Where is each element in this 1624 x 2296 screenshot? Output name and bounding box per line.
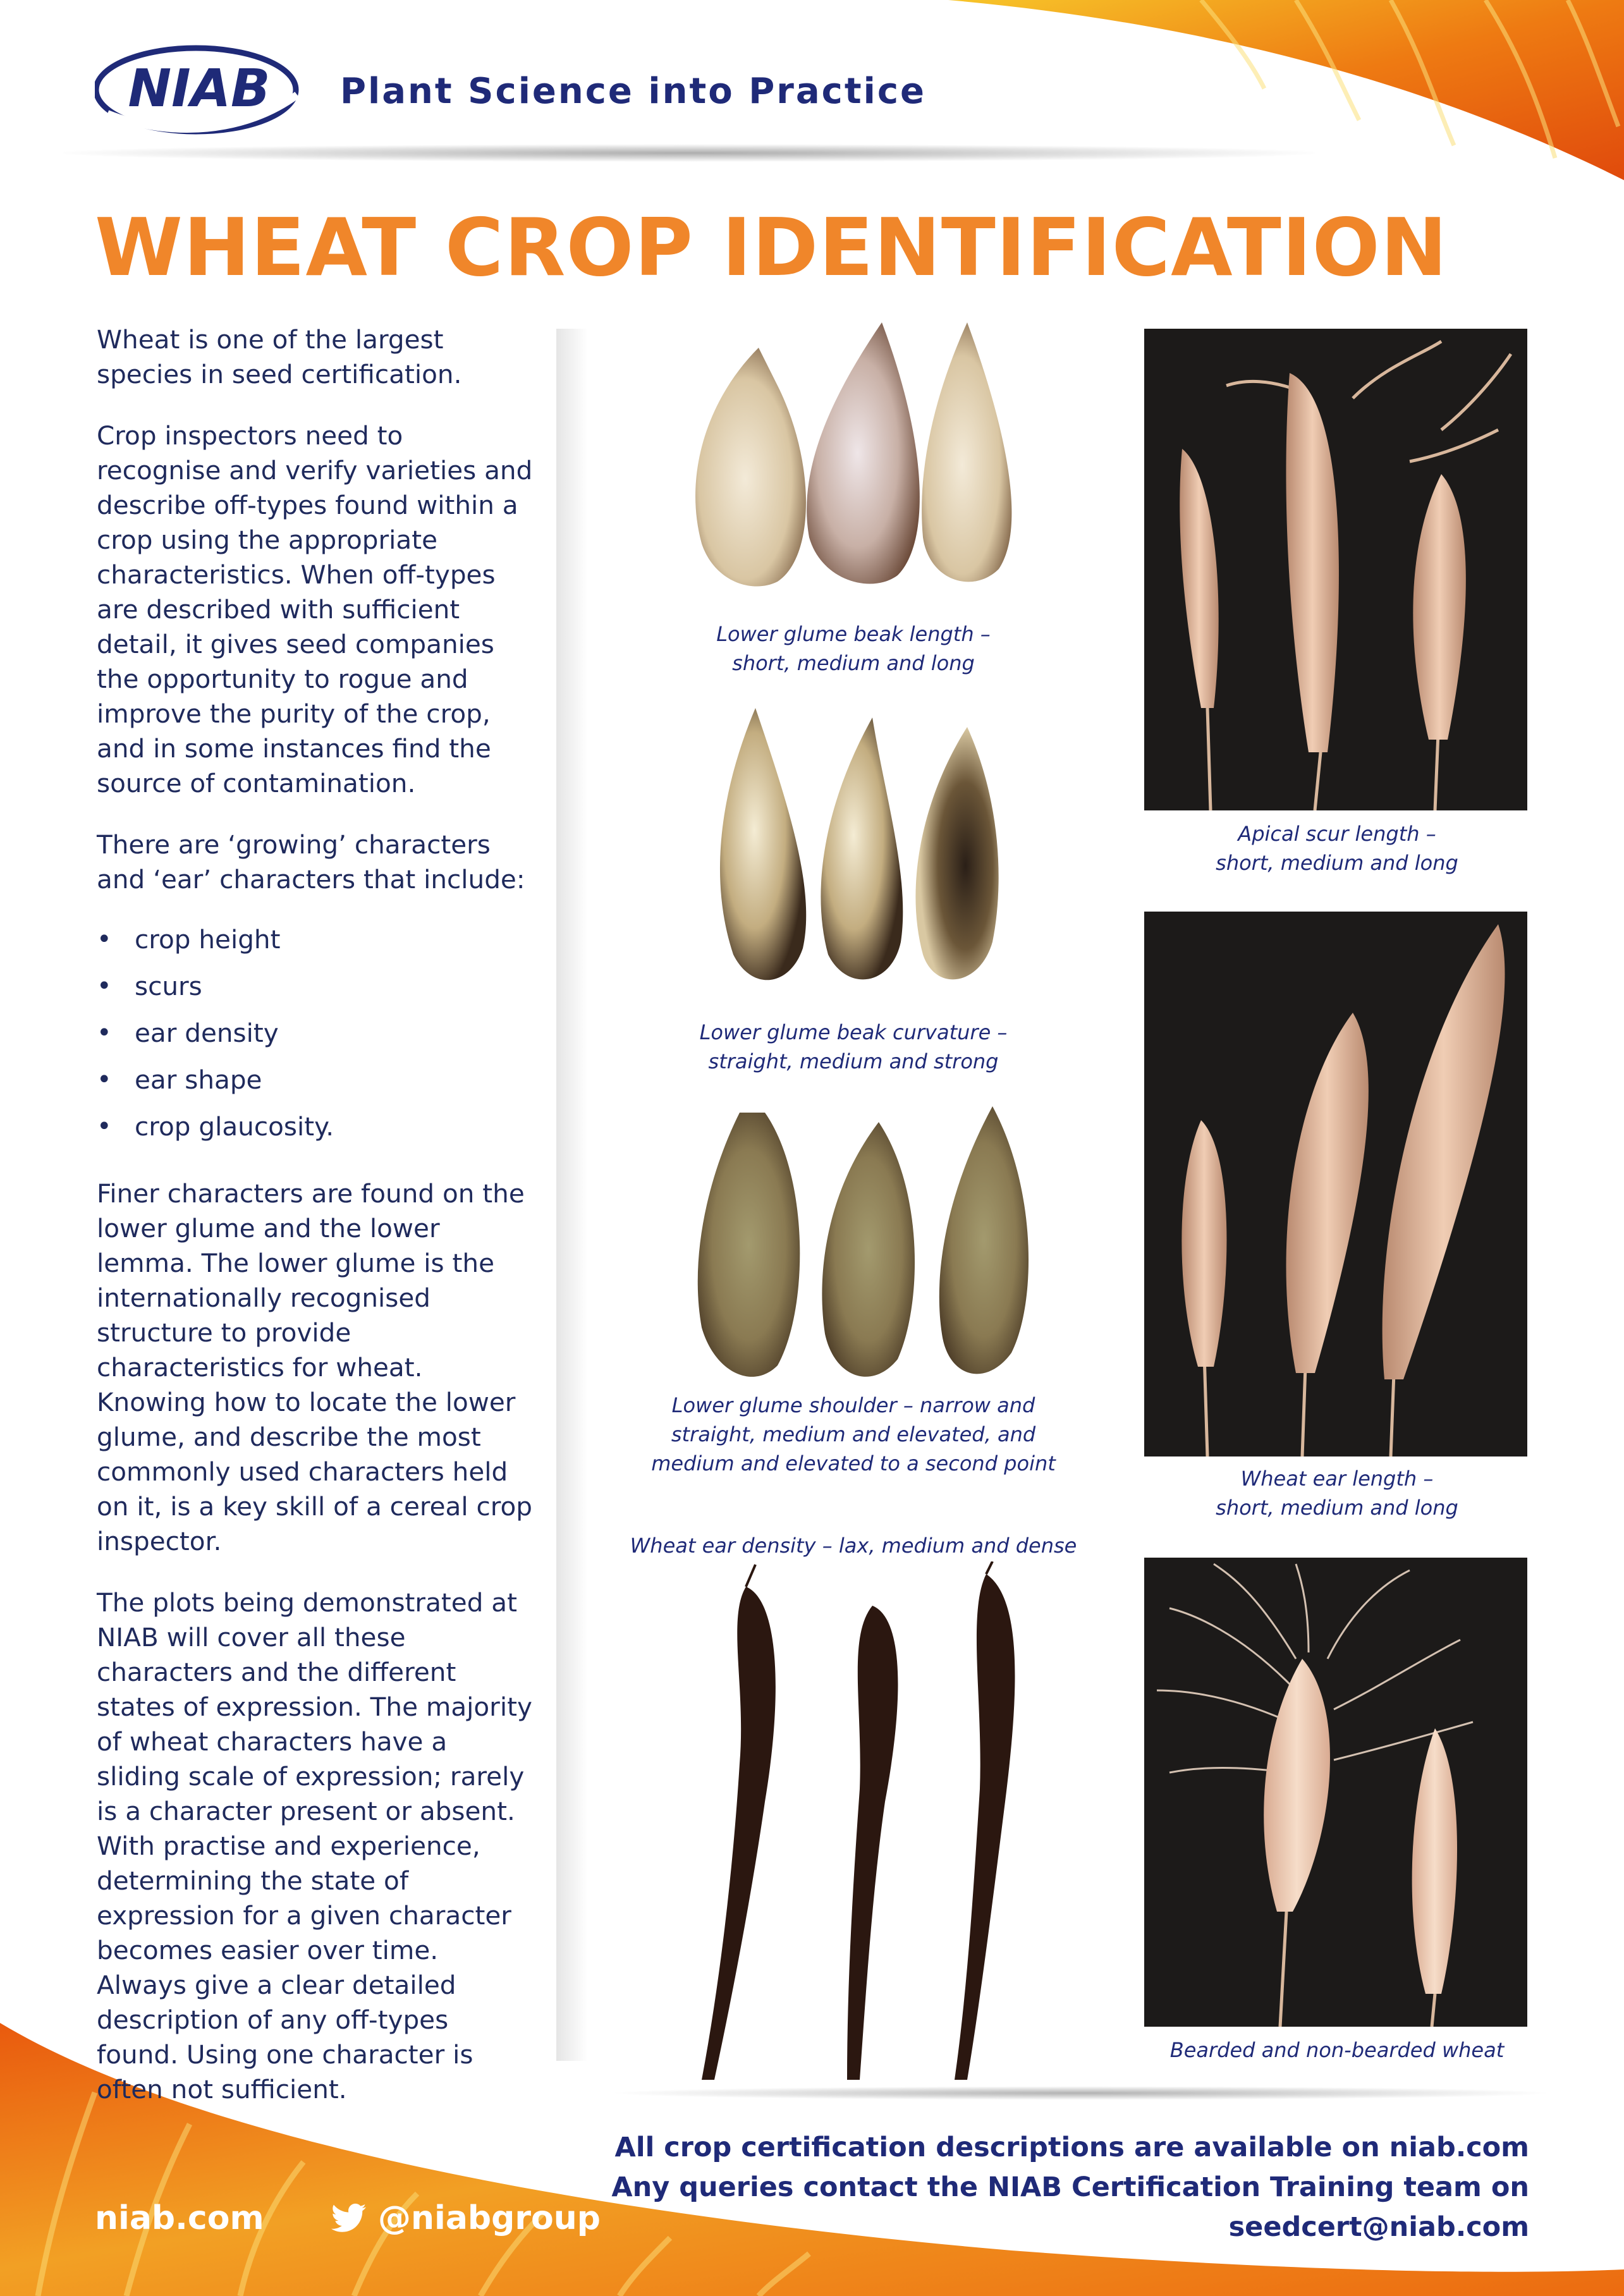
caption-beak-curvature: Lower glume beak curvature – straight, medium and strong xyxy=(699,1020,1008,1073)
glume-shoulder-image xyxy=(683,1100,1037,1391)
tagline: Plant Science into Practice xyxy=(340,71,926,112)
caption-apical-scur: Apical scur length – short, medium and long xyxy=(1216,822,1458,875)
caption-ear-density: Wheat ear density – lax, medium and dense xyxy=(630,1534,1077,1558)
twitter-bird-icon xyxy=(331,2203,367,2233)
list-item: • crop glaucosity. xyxy=(97,1103,533,1150)
caption-ear-length: Wheat ear length – short, medium and long xyxy=(1216,1467,1458,1520)
ear-length-image xyxy=(1144,912,1527,1456)
bearded-wheat-image xyxy=(1144,1558,1527,2027)
page-title: WHEAT CROP IDENTIFICATION xyxy=(95,201,1448,294)
caption-beak-length: Lower glume beak length – short, medium and long xyxy=(716,622,991,675)
glume-beak-curvature-image xyxy=(683,702,1024,999)
characters-list xyxy=(97,916,533,1150)
paragraph-finer-characters: Finer characters are found on the lower glume and the lower lemma. The lower glume is the internationally recognised structure to provide characteristics for wheat. Knowing how to locate the lower glume, and describe the most commonly used characters held on it, is a key skill of a cereal crop inspector. xyxy=(97,1178,532,1556)
paragraph-plots: The plots being demonstrated at NIAB will cover all these characters and the different states of expression. The majority of wheat characters have a sliding scale of expression; rarely is a character present or absent. With practise and experience, determining the state of expression for a given character becomes easier over time. Always give a clear detailed description of any off-types found. Using one character is often not sufficient. xyxy=(97,1587,532,2104)
paragraph-intro: Wheat is one of the largest species in seed certification. xyxy=(97,324,462,389)
caption-bearded-wheat: Bearded and non-bearded wheat xyxy=(1169,2038,1505,2062)
paragraph-characters: There are ‘growing’ characters and ‘ear’ characters that include: xyxy=(97,829,525,895)
header-divider-shadow xyxy=(63,144,1315,162)
footer-divider-shadow xyxy=(607,2086,1555,2100)
footer-social xyxy=(95,2197,601,2237)
body-text xyxy=(97,322,533,2134)
twitter-handle-link[interactable]: @niabgroup xyxy=(377,2199,601,2237)
website-link[interactable]: niab.com xyxy=(95,2199,264,2237)
footer-email-link[interactable]: seedcert@niab.com xyxy=(1228,2211,1529,2243)
caption-glume-shoulder: Lower glume shoulder – narrow and straight, medium and elevated, and medium and elevated to a second point xyxy=(651,1393,1056,1475)
niab-logo xyxy=(95,38,303,139)
column-shadow xyxy=(556,329,588,2061)
apical-scur-image xyxy=(1144,329,1527,810)
list-item: • ear density xyxy=(97,1010,533,1056)
glume-beak-length-image xyxy=(670,316,1037,613)
list-item: • ear shape xyxy=(97,1056,533,1103)
footer-contact xyxy=(611,2128,1529,2247)
footer-line-descriptions: All crop certification descriptions are available on niab.com xyxy=(614,2132,1529,2163)
paragraph-inspectors: Crop inspectors need to recognise and verify varieties and describe off-types found within a crop using the appropriate characteristics. When off-types are described with sufficient detail, it gives seed companies the opportunity to rogue and improve the purity of the crop, and in some instances find the source of contamination. xyxy=(97,420,533,798)
logo-text: NIAB xyxy=(128,59,271,119)
footer-line-queries: Any queries contact the NIAB Certification Training team on xyxy=(611,2171,1529,2203)
list-item: • crop height xyxy=(97,916,533,963)
list-item: • scurs xyxy=(97,963,533,1010)
ear-density-image xyxy=(689,1561,1043,2086)
